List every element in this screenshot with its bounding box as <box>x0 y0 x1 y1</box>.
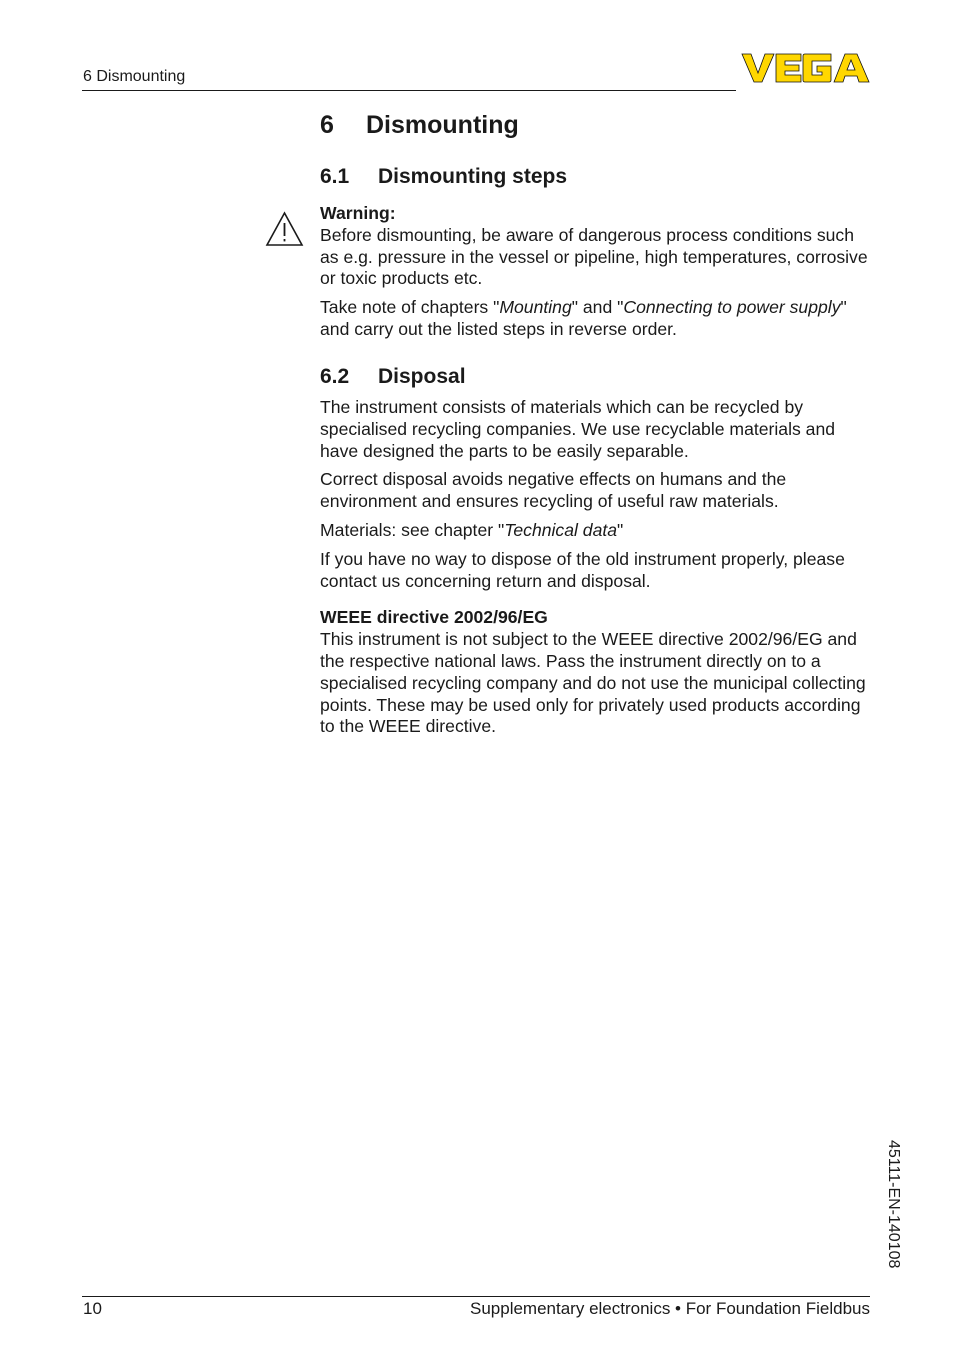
note-suffix: " and carry out the listed steps in reverse order. <box>320 297 847 339</box>
warning-label: Warning: <box>320 203 396 223</box>
chapter-number: 6 <box>320 111 334 139</box>
weee-heading: WEEE directive 2002/96/EG <box>320 607 548 628</box>
mounting-ref: Mounting <box>499 297 572 318</box>
section-number: 6.2 <box>320 365 350 388</box>
technical-data-ref: Technical data <box>504 519 618 540</box>
reverse-order-note <box>320 297 876 341</box>
note-prefix: Take note of chapters " <box>320 297 500 318</box>
section-heading-disposal <box>320 365 466 389</box>
section-title: Dismounting steps <box>378 165 568 188</box>
power-supply-ref: Connecting to power supply <box>623 297 841 318</box>
warning-block <box>320 203 876 341</box>
weee-text: This instrument is not subject to the WEEE directive 2002/96/EG and the respective national laws. Pass the instrument directly on to a specialised recycling company and do not use the municipal collecting points. These may be used only for privately used products according to the WEEE directive. <box>320 629 866 737</box>
disposal-paragraph: If you have no way to dispose of the old instrument properly, please contact us concerning return and disposal. <box>320 548 845 591</box>
chapter-title: Dismounting <box>366 111 519 139</box>
section-title: Disposal <box>378 365 466 388</box>
disposal-paragraph: Correct disposal avoids negative effects on humans and the environment and ensures recycling of useful raw materials. <box>320 469 787 512</box>
disposal-paragraph: The instrument consists of materials which can be recycled by specialised recycling companies. We use recyclable materials and have designed the parts to be easily separable. <box>320 397 836 461</box>
chapter-heading <box>320 111 519 140</box>
header-divider <box>82 90 736 91</box>
warning-triangle-icon <box>265 211 304 247</box>
section-heading-dismounting-steps <box>320 165 567 189</box>
page-number: 10 <box>83 1299 102 1318</box>
warning-text: Before dismounting, be aware of dangerous process conditions such as e.g. pressure in the vessel or pipeline, high temperatures, corrosive or toxic products etc. <box>320 224 868 289</box>
note-mid: " and " <box>571 297 624 318</box>
materials-prefix: Materials: see chapter " <box>320 519 505 540</box>
footer-divider <box>82 1296 870 1297</box>
disposal-block <box>320 397 876 738</box>
document-code <box>876 1140 904 1290</box>
footer-title: Supplementary electronics • For Foundation Fieldbus <box>470 1299 870 1318</box>
vega-logo <box>741 52 873 84</box>
materials-suffix: " <box>617 519 624 540</box>
document-code-text: 45111-EN-140108 <box>885 1140 902 1269</box>
running-header: 6 Dismounting <box>83 68 186 85</box>
materials-note <box>320 520 876 542</box>
section-number: 6.1 <box>320 165 350 188</box>
